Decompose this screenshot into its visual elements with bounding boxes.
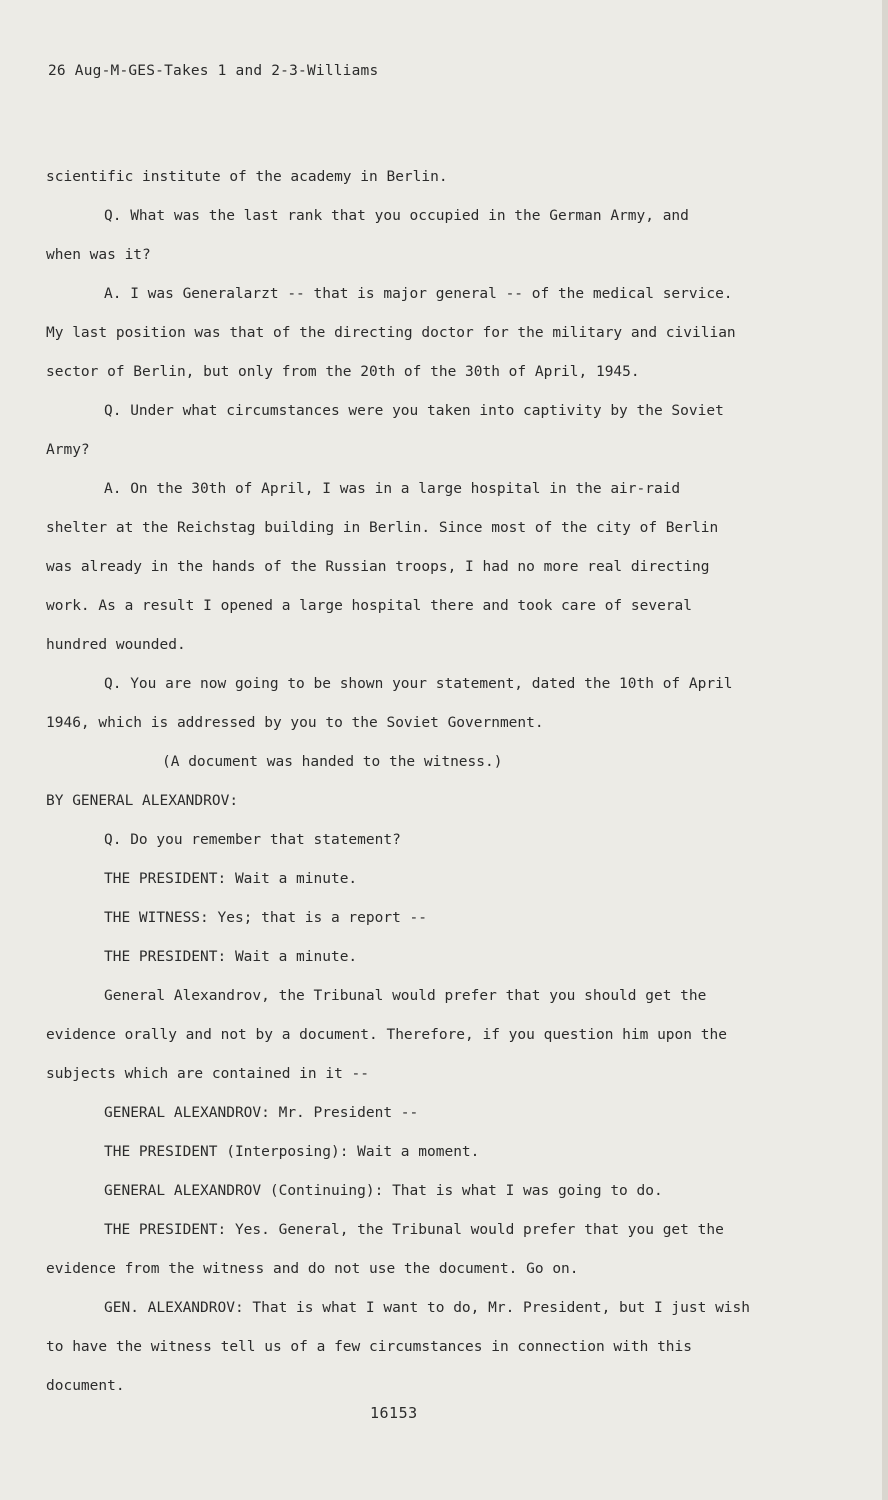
text-line: document. bbox=[46, 1378, 125, 1394]
text-line: Q. Under what circumstances were you taken into captivity by the Soviet bbox=[104, 403, 724, 419]
text-line: THE PRESIDENT: Wait a minute. bbox=[104, 949, 358, 965]
text-line: BY GENERAL ALEXANDROV: bbox=[46, 793, 239, 809]
page-header: 26 Aug-M-GES-Takes 1 and 2-3-Williams bbox=[48, 63, 379, 79]
text-line: Q. You are now going to be shown your statement, dated the 10th of April bbox=[104, 676, 733, 692]
text-line: shelter at the Reichstag building in Berlin. Since most of the city of Berlin bbox=[46, 520, 719, 536]
text-line: Q. What was the last rank that you occupied in the German Army, and bbox=[104, 208, 689, 224]
text-line: to have the witness tell us of a few circumstances in connection with this bbox=[46, 1339, 693, 1355]
page-number: 16153 bbox=[370, 1404, 418, 1422]
text-line: scientific institute of the academy in Berlin. bbox=[46, 169, 448, 185]
text-line: Army? bbox=[46, 442, 90, 458]
text-line: GENERAL ALEXANDROV: Mr. President -- bbox=[104, 1105, 419, 1121]
text-line: Q. Do you remember that statement? bbox=[104, 832, 401, 848]
text-line: THE PRESIDENT (Interposing): Wait a moment. bbox=[104, 1144, 480, 1160]
text-line: A. I was Generalarzt -- that is major general -- of the medical service. bbox=[104, 286, 733, 302]
text-line: GENERAL ALEXANDROV (Continuing): That is what I was going to do. bbox=[104, 1183, 663, 1199]
text-line: (A document was handed to the witness.) bbox=[162, 754, 503, 770]
transcript-body bbox=[46, 158, 836, 1406]
text-line: THE PRESIDENT: Wait a minute. bbox=[104, 871, 358, 887]
text-line: hundred wounded. bbox=[46, 637, 186, 653]
text-line: My last position was that of the directing doctor for the military and civilian bbox=[46, 325, 736, 341]
text-line: sector of Berlin, but only from the 20th of the 30th of April, 1945. bbox=[46, 364, 640, 380]
text-line: THE WITNESS: Yes; that is a report -- bbox=[104, 910, 428, 926]
text-line: evidence orally and not by a document. Therefore, if you question him upon the bbox=[46, 1027, 727, 1043]
text-line: General Alexandrov, the Tribunal would prefer that you should get the bbox=[104, 988, 707, 1004]
text-line: evidence from the witness and do not use the document. Go on. bbox=[46, 1261, 579, 1277]
text-line: 1946, which is addressed by you to the Soviet Government. bbox=[46, 715, 544, 731]
text-line: when was it? bbox=[46, 247, 151, 263]
text-line: subjects which are contained in it -- bbox=[46, 1066, 370, 1082]
text-line: was already in the hands of the Russian troops, I had no more real directing bbox=[46, 559, 710, 575]
text-line: A. On the 30th of April, I was in a large hospital in the air-raid bbox=[104, 481, 681, 497]
text-line: THE PRESIDENT: Yes. General, the Tribunal would prefer that you get the bbox=[104, 1222, 724, 1238]
text-line: GEN. ALEXANDROV: That is what I want to do, Mr. President, but I just wish bbox=[104, 1300, 751, 1316]
text-line: work. As a result I opened a large hospital there and took care of several bbox=[46, 598, 693, 614]
